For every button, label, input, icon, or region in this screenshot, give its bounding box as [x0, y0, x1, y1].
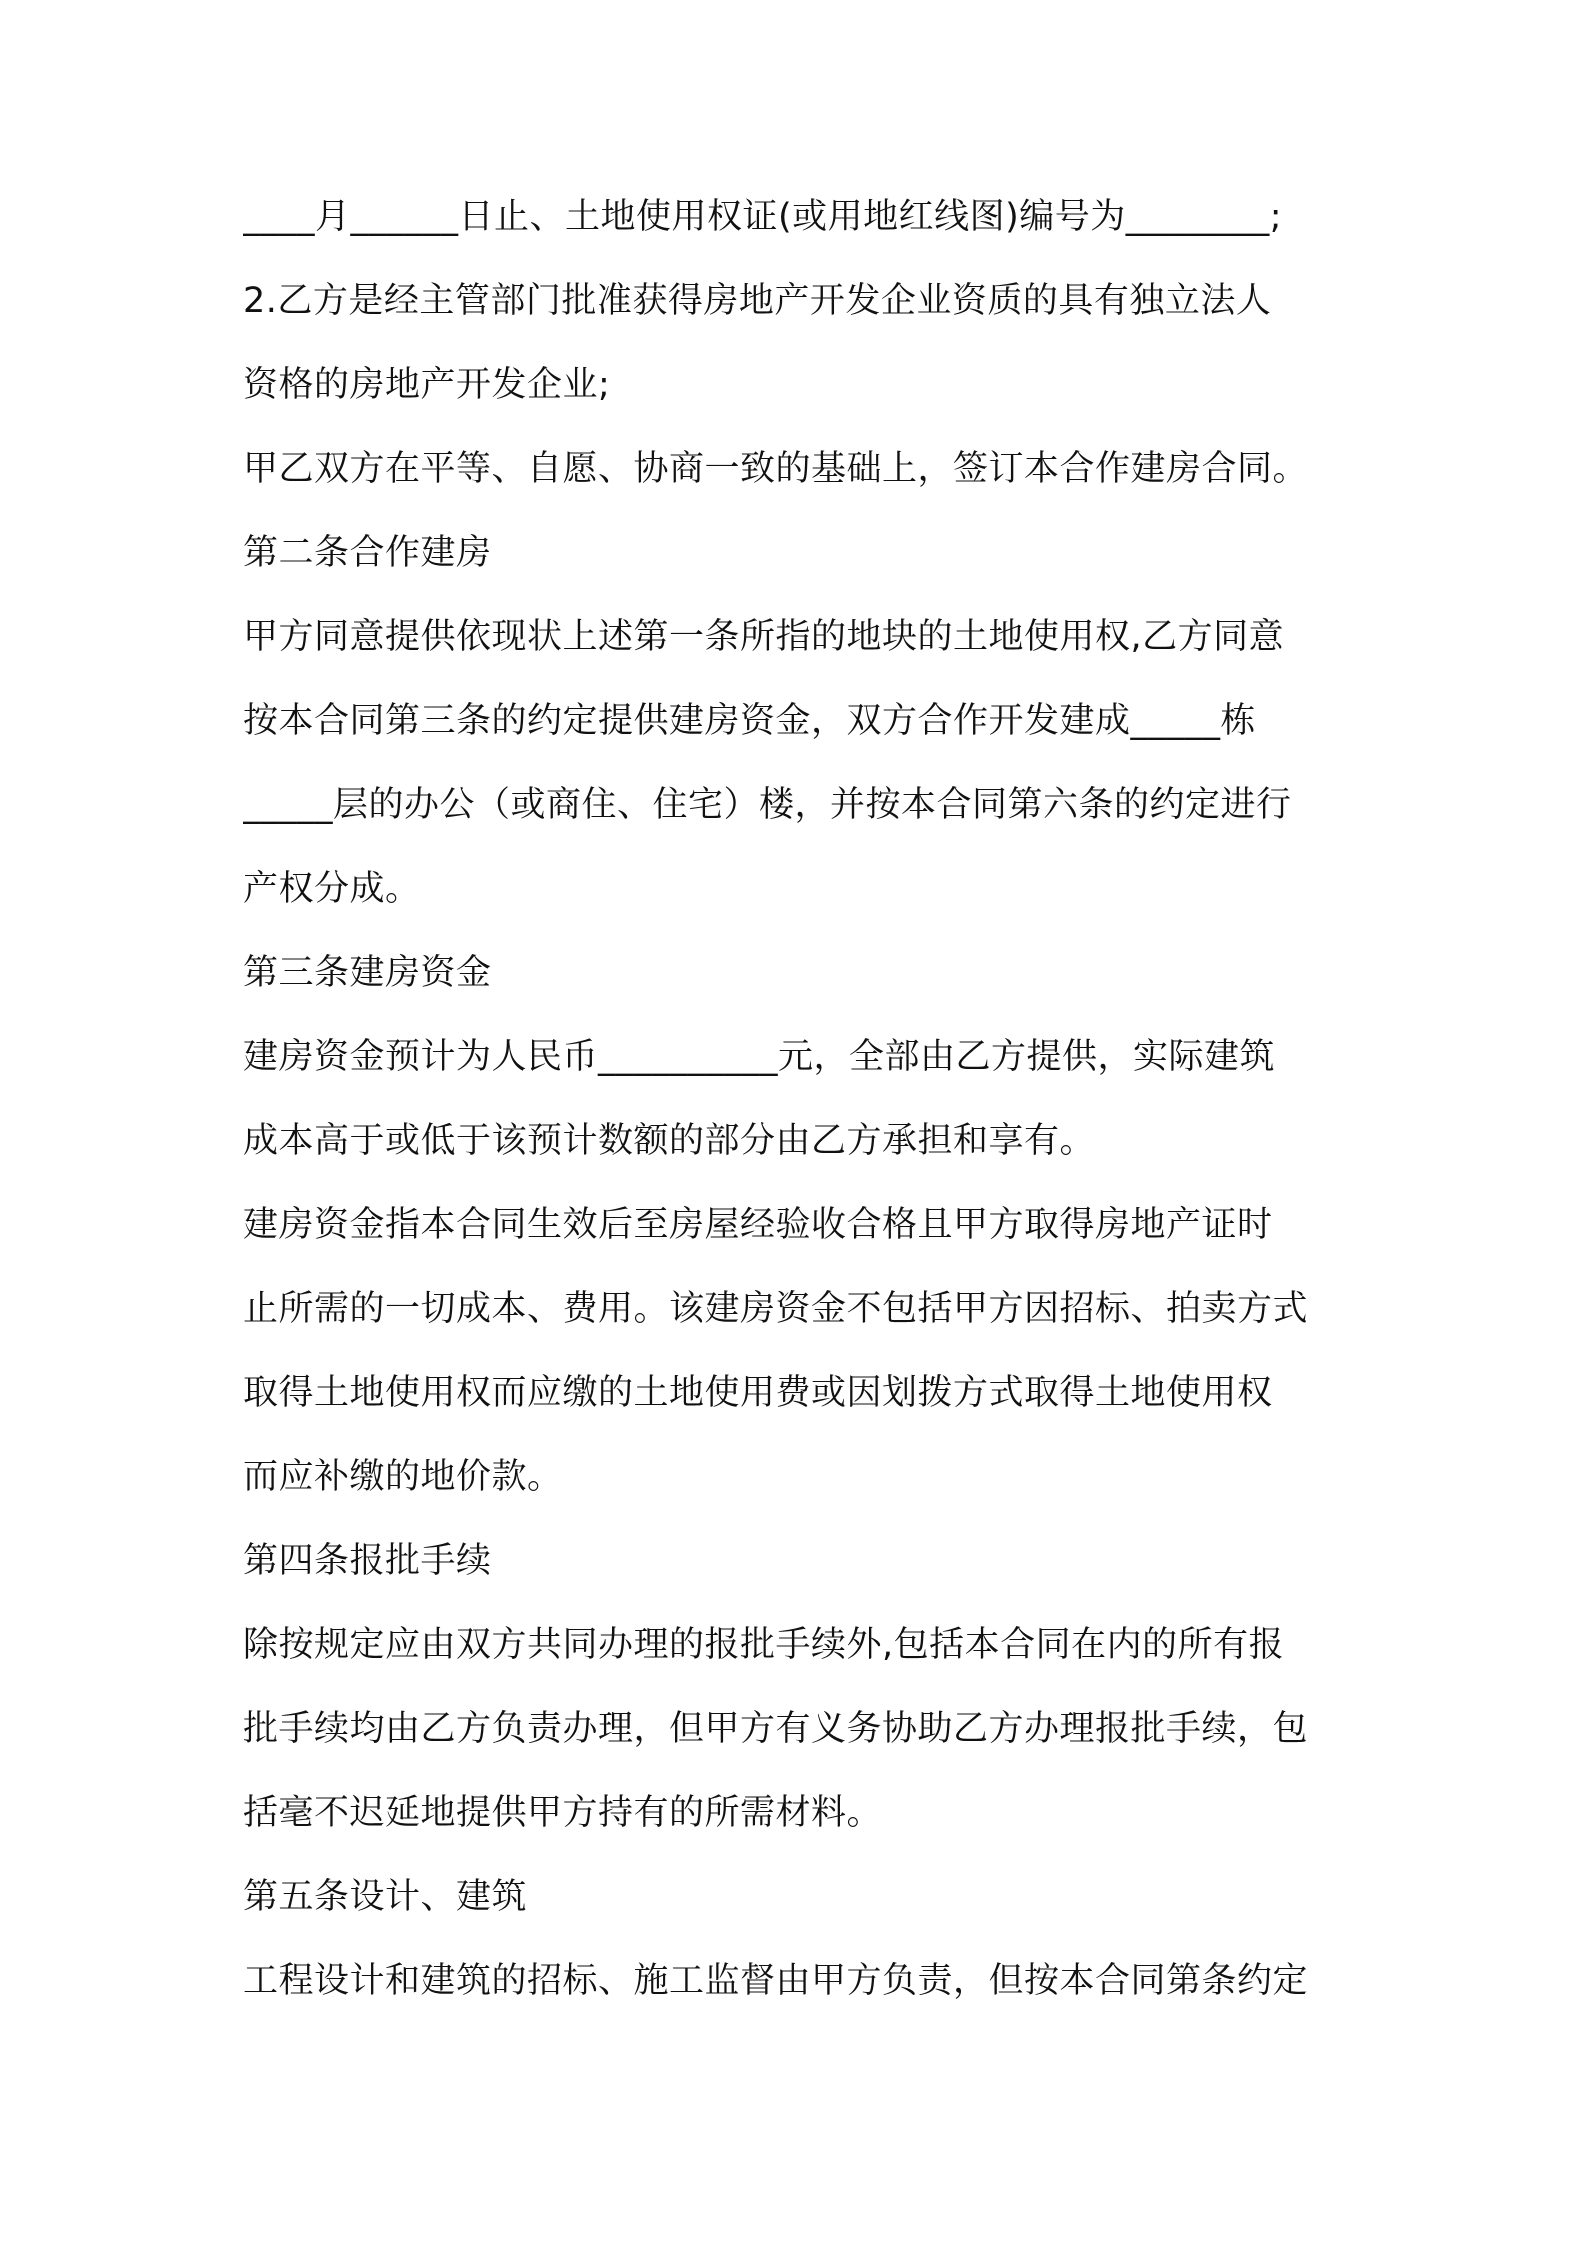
text-line: ____月______日止、土地使用权证(或用地红线图)编号为________; — [243, 197, 1283, 237]
text-line: 止所需的一切成本、费用。该建房资金不包括甲方因招标、拍卖方式 — [243, 1289, 1309, 1329]
text-line: 括毫不迟延地提供甲方持有的所需材料。 — [243, 1793, 883, 1833]
text-line: _____层的办公（或商住、住宅）楼，并按本合同第六条的约定进行 — [243, 785, 1292, 825]
section-heading: 第二条合作建房 — [243, 533, 492, 573]
text-line: 除按规定应由双方共同办理的报批手续外,包括本合同在内的所有报 — [243, 1625, 1285, 1665]
text-line: 建房资金预计为人民币__________元，全部由乙方提供，实际建筑 — [243, 1037, 1276, 1077]
section-heading: 第四条报批手续 — [243, 1541, 492, 1581]
text-line: 产权分成。 — [243, 869, 421, 909]
text-line: 甲方同意提供依现状上述第一条所指的地块的土地使用权,乙方同意 — [243, 617, 1285, 657]
text-line: 批手续均由乙方负责办理，但甲方有义务协助乙方办理报批手续，包 — [243, 1709, 1309, 1749]
section-heading: 第五条设计、建筑 — [243, 1877, 528, 1917]
section-heading: 第三条建房资金 — [243, 953, 492, 993]
text-line: 而应补缴的地价款。 — [243, 1457, 563, 1497]
text-line: 工程设计和建筑的招标、施工监督由甲方负责，但按本合同第条约定 — [243, 1961, 1309, 2001]
text-line: 2.乙方是经主管部门批准获得房地产开发企业资质的具有独立法人 — [243, 281, 1272, 321]
text-line: 成本高于或低于该预计数额的部分由乙方承担和享有。 — [243, 1121, 1096, 1161]
text-line: 建房资金指本合同生效后至房屋经验收合格且甲方取得房地产证时 — [243, 1205, 1273, 1245]
text-line: 资格的房地产开发企业; — [243, 365, 611, 405]
text-line: 按本合同第三条的约定提供建房资金，双方合作开发建成_____栋 — [243, 701, 1257, 741]
text-line: 取得土地使用权而应缴的土地使用费或因划拨方式取得土地使用权 — [243, 1373, 1273, 1413]
text-line: 甲乙双方在平等、自愿、协商一致的基础上，签订本合作建房合同。 — [243, 449, 1309, 489]
document-body — [243, 196, 1353, 2002]
